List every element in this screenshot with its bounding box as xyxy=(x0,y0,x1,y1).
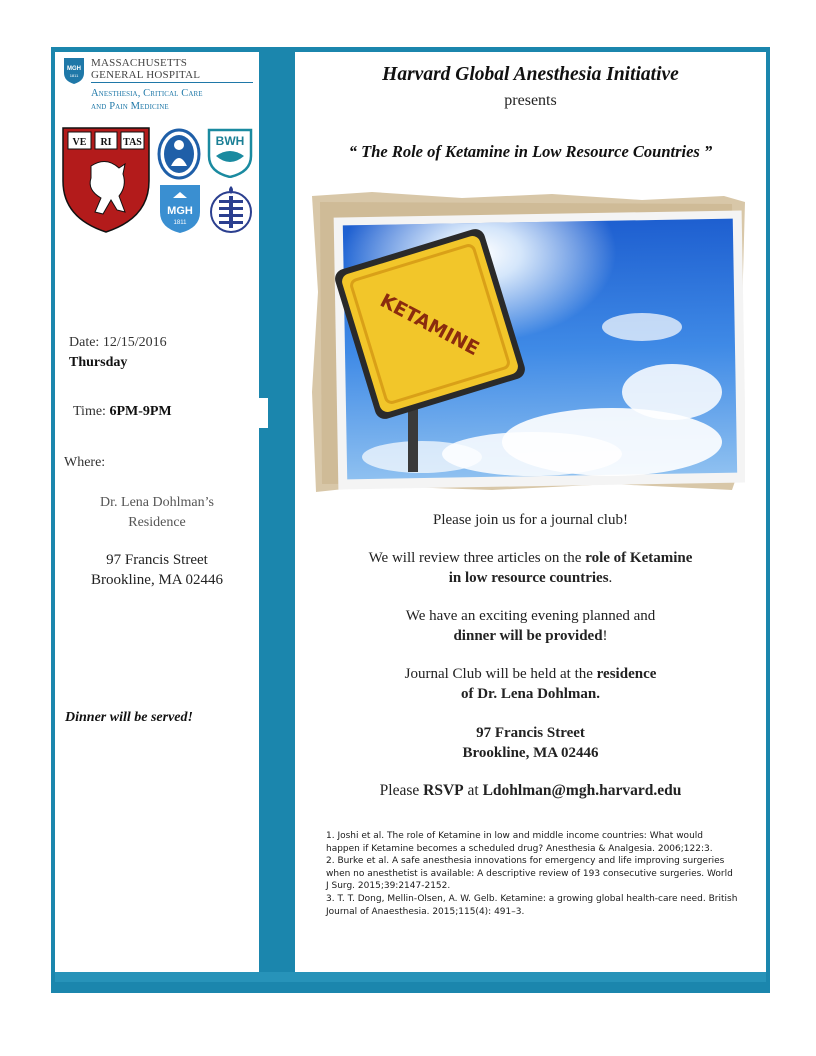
review-bold1: role of Ketamine xyxy=(585,550,693,566)
main-address-line2: Brookline, MA 02446 xyxy=(462,745,599,761)
spaulding-logo-icon xyxy=(209,184,253,234)
department-line1: Anesthesia, Critical Care xyxy=(91,88,203,99)
sign-text: KETAMINE xyxy=(376,289,483,361)
date-label: Date: xyxy=(69,335,100,350)
evening-post: ! xyxy=(602,628,608,644)
held-bold2: of Dr. Lena Dohlman. xyxy=(460,686,601,702)
venue-line1: Dr. Lena Dohlman’s xyxy=(100,495,214,510)
invite-text: Please join us for a journal club! xyxy=(433,512,628,528)
evening-line2 xyxy=(295,626,766,646)
time-value: 6PM-9PM xyxy=(109,404,172,419)
rsvp-mid: at xyxy=(463,782,483,799)
time-label: Time: xyxy=(73,404,106,419)
dinner-note: Dinner will be served! xyxy=(65,710,193,725)
venue-line2: Residence xyxy=(128,515,186,530)
held-bold1: residence xyxy=(596,666,657,682)
header-rule xyxy=(91,82,253,83)
reference-item: 2. Burke et al. A safe anesthesia innovations for emergency and life improving surgeries when no anesthetist is available: A descriptive review of 193 consecutive surgeries. World J Surg. 2015;39:2147-2152. xyxy=(326,856,733,892)
bottom-strip xyxy=(55,972,766,982)
held-paragraph xyxy=(295,664,766,704)
veritas-2: RI xyxy=(100,137,112,148)
hospital-name-line2: GENERAL HOSPITAL xyxy=(91,69,201,81)
reference-item: 3. T. T. Dong, Mellin-Olsen, A. W. Gelb. Ketamine: a growing global health-care need. British Journal of Anaesthesia. 2015;115(4): 491–3. xyxy=(326,893,738,917)
reference-item: 1. Joshi et al. The role of Ketamine in low and middle income countries: What would happen if Ketamine becomes a scheduled drug? Anesthesia & Analgesia. 2006;122:3. xyxy=(326,831,713,854)
mgh-logo-year: 1811 xyxy=(173,220,187,226)
time-line xyxy=(73,404,172,420)
bwh-label: BWH xyxy=(215,134,245,148)
date-value: 12/15/2016 xyxy=(102,335,167,350)
harvard-shield-icon xyxy=(61,126,151,234)
sidebar-address xyxy=(55,550,259,590)
references xyxy=(326,830,738,918)
sidebar-address-line2: Brookline, MA 02446 xyxy=(90,572,224,588)
main-address xyxy=(295,723,766,763)
veritas-3: TAS xyxy=(123,137,142,148)
evening-paragraph xyxy=(295,606,766,646)
mgh-shield-icon xyxy=(63,57,85,85)
talk-title: “ The Role of Ketamine in Low Resource Countries ” xyxy=(348,142,713,161)
review-paragraph xyxy=(295,548,766,588)
held-pre: Journal Club will be held at the xyxy=(404,666,597,682)
frame-tab xyxy=(259,398,268,428)
review-line1 xyxy=(295,548,766,568)
left-sidebar xyxy=(55,52,259,972)
day-value: Thursday xyxy=(69,355,128,370)
veritas-1: VE xyxy=(72,137,87,148)
date-line xyxy=(69,335,167,351)
rsvp-email-link[interactable]: Ldohlman@mgh.harvard.edu xyxy=(482,782,682,799)
review-line2 xyxy=(295,568,766,588)
mgh-logo-text: MGH xyxy=(167,205,193,217)
main-panel xyxy=(295,52,766,972)
sidebar-address-line1: 97 Francis Street xyxy=(106,552,208,568)
rsvp-pre: Please xyxy=(379,782,424,799)
review-bold2: in low resource countries xyxy=(448,570,609,586)
review-post: . xyxy=(608,570,613,586)
hospital-name xyxy=(91,57,200,81)
where-label: Where: xyxy=(64,455,106,470)
rsvp-bold: RSVP xyxy=(423,782,464,799)
held-line1 xyxy=(295,664,766,684)
evening-bold: dinner will be provided xyxy=(453,628,603,644)
review-pre: We will review three articles on the xyxy=(368,550,586,566)
venue xyxy=(55,493,259,533)
hospital-name-line1: MASSACHUSETTS xyxy=(91,57,188,69)
presents-text: presents xyxy=(504,92,557,109)
held-line2 xyxy=(295,684,766,704)
bwh-logo-icon xyxy=(207,128,253,178)
mgh-shield-label: MGH xyxy=(67,66,81,72)
main-address-line1: 97 Francis Street xyxy=(476,725,585,741)
department-line2: and Pain Medicine xyxy=(91,101,169,112)
department-name xyxy=(91,87,203,113)
mgh-shield-year: 1811 xyxy=(69,73,79,78)
mgh-logo-icon xyxy=(159,184,201,234)
institution-logos xyxy=(61,126,257,236)
ketamine-sign-photo xyxy=(312,192,745,492)
rsvp-line xyxy=(295,781,766,801)
event-title: Harvard Global Anesthesia Initiative xyxy=(382,64,679,85)
evening-line1: We have an exciting evening planned and xyxy=(405,608,656,624)
childrens-hospital-icon xyxy=(157,128,201,180)
